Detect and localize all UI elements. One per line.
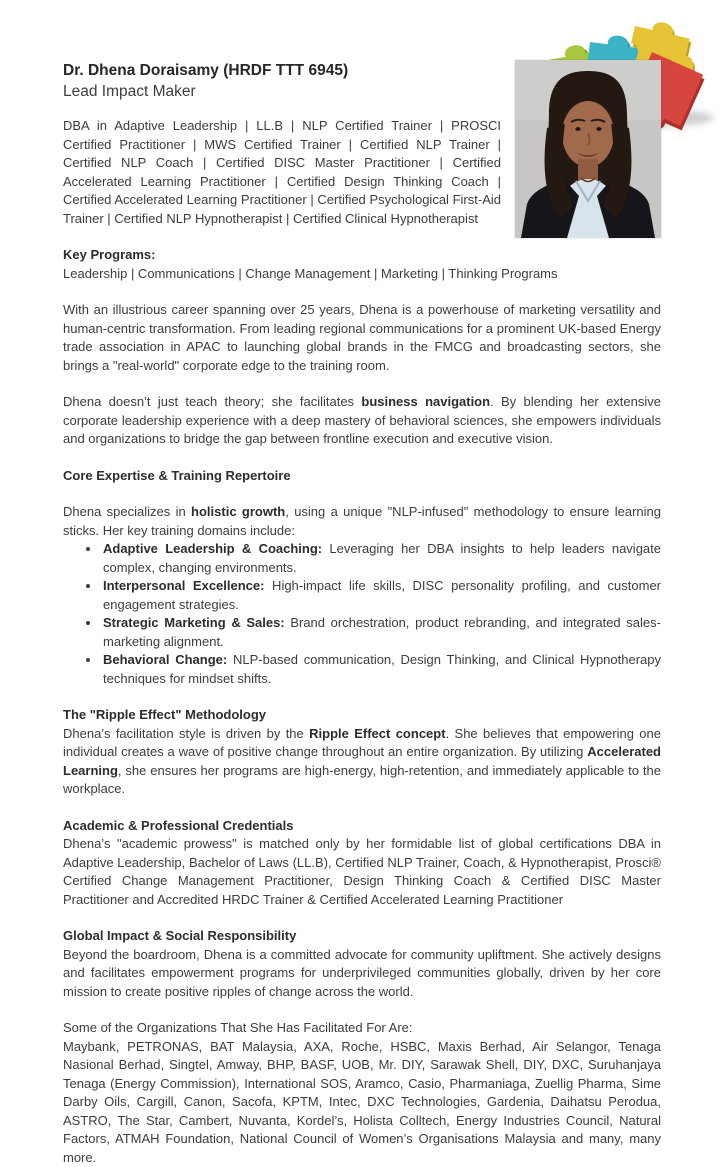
domain-label: Behavioral Change:: [103, 652, 227, 667]
portrait-photo: [515, 60, 661, 238]
domain-label: Interpersonal Excellence:: [103, 578, 264, 593]
domain-label: Strategic Marketing & Sales:: [103, 615, 285, 630]
global-impact-paragraph: Beyond the boardroom, Dhena is a committed advocate for community upliftment. She actively designs and facilitates empowerment programs for underprivileged communities globally, driven by her core mission to create positive ripples of change across the world.: [63, 946, 661, 1002]
key-programs-heading: Key Programs:: [63, 246, 661, 265]
academic-credentials-paragraph: Dhena’s "academic prowess" is matched only by her formidable list of global certifications DBA in Adaptive Leadership, Bachelor of Laws (LL.B), Certified NLP Trainer, Coach, & Hypnotherapist, Prosci® Certified Change Management Practitioner, Design Thinking Coach & Certified DISC Master Practitioner and Accredited HRDC Trainer & Certified Accelerated Learning Practitioner: [63, 835, 661, 909]
domain-label: Adaptive Leadership & Coaching:: [103, 541, 322, 556]
training-domain-item: [101, 540, 661, 577]
key-programs-list: Leadership | Communications | Change Management | Marketing | Thinking Programs: [63, 265, 661, 284]
domain-text: NLP-based communication, Design Thinking, and Clinical Hypnotherapy techniques for mindset shifts.: [103, 652, 661, 686]
ripple-methodology-paragraph: Dhena’s facilitation style is driven by the Ripple Effect concept. She believes that empowering one individual creates a wave of positive change throughout an entire organization. By utilizing Accelerated Learning, she ensures her programs are high-energy, high-retention, and immediately applicable to the workplace.: [63, 725, 661, 799]
person-name: Dr. Dhena Doraisamy (HRDF TTT 6945): [63, 60, 661, 81]
organizations-list: Maybank, PETRONAS, BAT Malaysia, AXA, Roche, HSBC, Maxis Berhad, Air Selangor, Tenaga Nasional Berhad, Singtel, Amway, BHP, BASF, UOB, Mr. DIY, Sarawak Shell, DIY, DXC, Suruhanjaya Tenaga (Energy Commission), International SOS, Aramco, Casio, Pharmaniaga, Zuellig Pharma, Sime Darby Oils, Cargill, Canon, Sacofa, KPTM, Intec, DXC Technologies, Gardenia, Daihatsu Perodua, ASTRO, The Star, Cambert, Nuvanta, Kordel’s, Holista Colltech, Energy Industries Council, Natural Factors, ATMAH Foundation, National Council of Women’s Organisations Malaysia and many, many more.: [63, 1038, 661, 1167]
domain-text: Leveraging her DBA insights to help leaders navigate complex, changing environments.: [103, 541, 661, 575]
intro-paragraph-1: With an illustrious career spanning over 25 years, Dhena is a powerhouse of marketing versatility and human-centric transformation. From leading regional communications for a prominent UK-based Energy trade association in APAC to launching global brands in the FMCG and broadcasting sectors, she brings a "real-world" corporate edge to the training room.: [63, 301, 661, 375]
domain-text: Brand orchestration, product rebranding, and integrated sales-marketing alignment.: [103, 615, 661, 649]
document-body: [63, 54, 661, 1167]
training-domains-list: [63, 540, 661, 688]
person-role: Lead Impact Maker: [63, 81, 661, 102]
portrait-photo-image: [515, 60, 661, 238]
ripple-methodology-heading: The "Ripple Effect" Methodology: [63, 706, 661, 725]
core-expertise-heading: Core Expertise & Training Repertoire: [63, 467, 661, 486]
core-expertise-intro: Dhena specializes in holistic growth, using a unique "NLP-infused" methodology to ensure learning sticks. Her key training domains include:: [63, 503, 661, 540]
training-domain-item: [101, 651, 661, 688]
training-domain-item: [101, 577, 661, 614]
domain-text: High-impact life skills, DISC personality profiling, and customer engagement strategies.: [103, 578, 661, 612]
certifications-paragraph: DBA in Adaptive Leadership | LL.B | NLP Certified Trainer | PROSCI Certified Practitioner | MWS Certified Trainer | Certified NLP Trainer | Certified NLP Coach | Certified DISC Master Practitioner | Certified Accelerated Learning Practitioner | Certified Design Thinking Coach | Certified Accelerated Learning Practitioner | Certified Psychological First-Aid Trainer | Certified NLP Hypnotherapist | Certified Clinical Hypnotherapist: [63, 117, 661, 228]
training-domain-item: [101, 614, 661, 651]
global-impact-heading: Global Impact & Social Responsibility: [63, 927, 661, 946]
academic-credentials-heading: Academic & Professional Credentials: [63, 817, 661, 836]
intro-paragraph-2: Dhena doesn’t just teach theory; she facilitates business navigation. By blending her extensive corporate leadership experience with a deep mastery of behavioral sciences, she empowers individuals and organizations to bridge the gap between frontline execution and executive vision.: [63, 393, 661, 449]
organizations-intro: Some of the Organizations That She Has Facilitated For Are:: [63, 1019, 661, 1038]
